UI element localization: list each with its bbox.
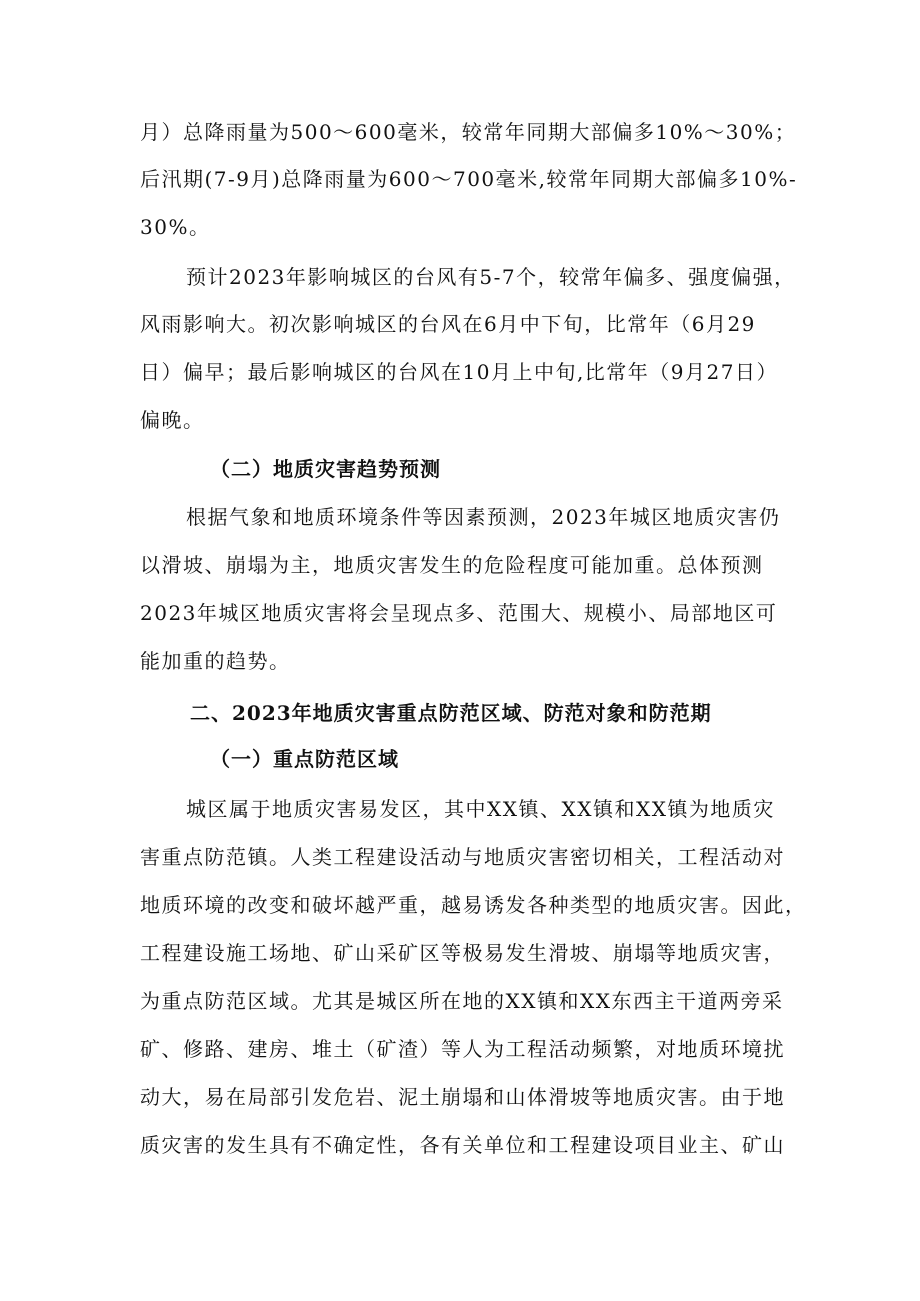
paragraph-line: 风雨影响大。初次影响城区的台风在6月中下旬，比常年（6月29 [140, 312, 756, 336]
paragraph-line: 2023年城区地质灾害将会呈现点多、范围大、规模小、局部地区可 [140, 601, 778, 625]
paragraph-line: 以滑坡、崩塌为主，地质灾害发生的危险程度可能加重。总体预测 [140, 553, 764, 577]
paragraph-line: 后汛期(7-9月)总降雨量为600～700毫米,较常年同期大部偏多10%- [140, 167, 798, 191]
section-heading-geo-trend: （二）地质灾害趋势预测 [210, 457, 441, 481]
paragraph-line: 30%。 [140, 215, 211, 239]
paragraph-line: 能加重的趋势。 [140, 649, 291, 673]
paragraph-line: 地质环境的改变和破坏越严重，越易诱发各种类型的地质灾害。因此， [140, 893, 807, 917]
paragraph-line: 根据气象和地质环境条件等因素预测，2023年城区地质灾害仍 [186, 505, 781, 529]
paragraph-line: 城区属于地质灾害易发区，其中XX镇、XX镇和XX镇为地质灾 [186, 797, 775, 821]
paragraph-line: 预计2023年影响城区的台风有5-7个，较常年偏多、强度偏强， [186, 265, 796, 289]
subsection-heading-key-areas: （一）重点防范区域 [210, 747, 399, 771]
paragraph-line: 质灾害的发生具有不确定性，各有关单位和工程建设项目业主、矿山 [140, 1133, 785, 1157]
paragraph-line: 日）偏早；最后影响城区的台风在10月上中旬,比常年（9月27日） [140, 360, 778, 384]
paragraph-line: 月）总降雨量为500～600毫米，较常年同期大部偏多10%～30%； [140, 120, 797, 144]
section-heading-key-areas: 二、2023年地质灾害重点防范区域、防范对象和防范期 [190, 701, 712, 725]
paragraph-line: 为重点防范区域。尤其是城区所在地的XX镇和XX东西主干道两旁采 [140, 989, 784, 1013]
paragraph-line: 害重点防范镇。人类工程建设活动与地质灾害密切相关，工程活动对 [140, 845, 785, 869]
paragraph-line: 偏晚。 [140, 408, 205, 432]
paragraph-line: 工程建设施工场地、矿山采矿区等极易发生滑坡、崩塌等地质灾害， [140, 941, 785, 965]
paragraph-line: 矿、修路、建房、堆土（矿渣）等人为工程活动频繁，对地质环境扰 [140, 1037, 785, 1061]
paragraph-line: 动大，易在局部引发危岩、泥土崩塌和山体滑坡等地质灾害。由于地 [140, 1085, 785, 1109]
